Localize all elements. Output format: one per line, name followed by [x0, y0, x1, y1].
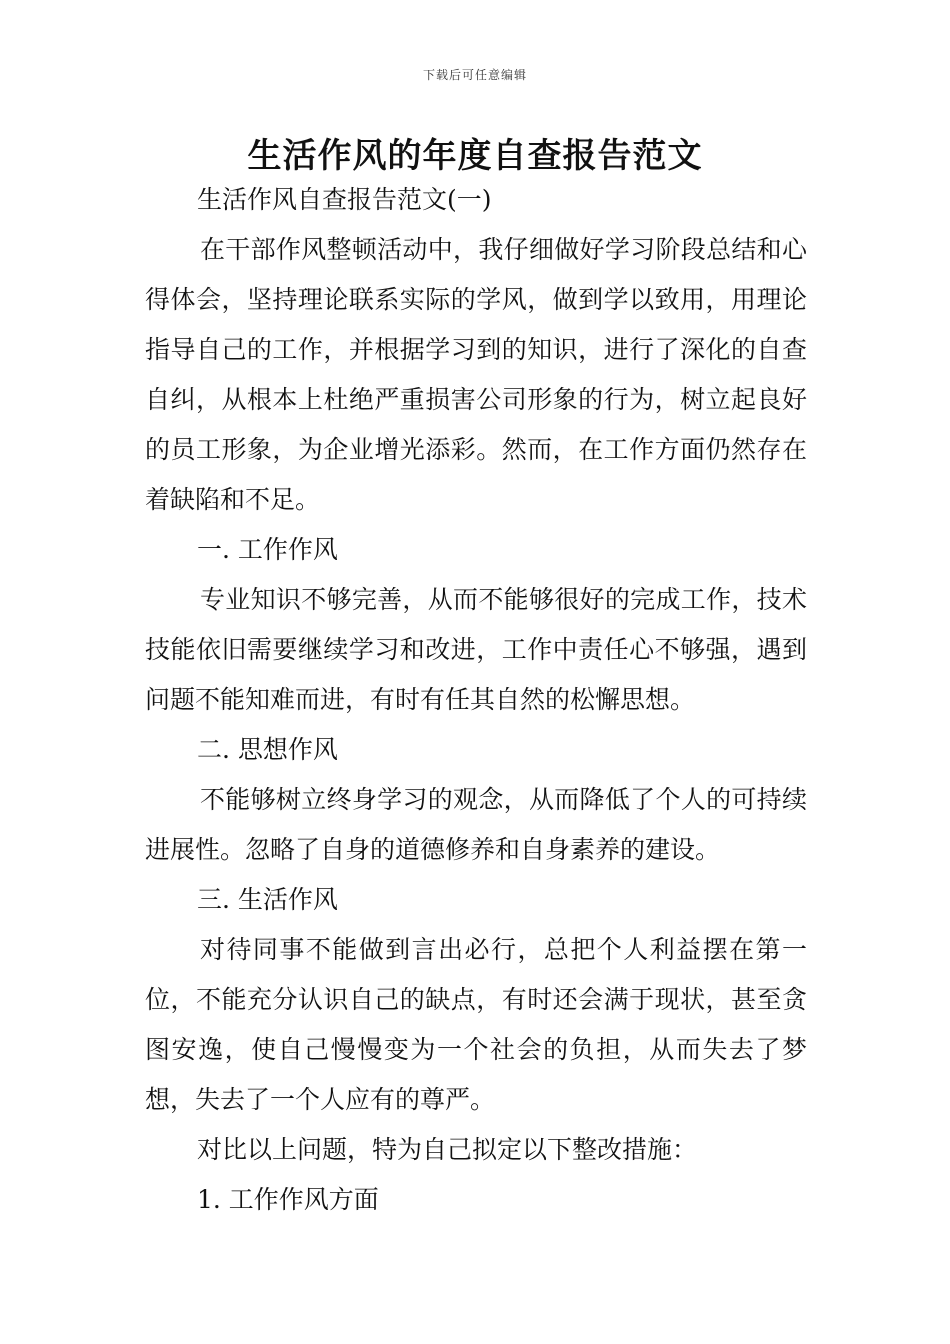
intro-paragraph: 在干部作风整顿活动中，我仔细做好学习阶段总结和心得体会，坚持理论联系实际的学风，做到学以致用，用理论指导自己的工作，并根据学习到的知识，进行了深化的自查自纠，从根本上杜绝严重损害公司形象的行为，树立起良好的员工形象，为企业增光添彩。然而，在工作方面仍然存在着缺陷和不足。: [145, 235, 807, 514]
document-body: [145, 175, 807, 1225]
measures-intro-paragraph: 对比以上问题，特为自己拟定以下整改措施：: [197, 1135, 698, 1164]
section-heading-life-style: 三. 生活作风: [197, 885, 338, 914]
section-paragraph-thinking-style: 不能够树立终身学习的观念，从而降低了个人的可持续进展性。忽略了自身的道德修养和自身素养的建设。: [145, 785, 807, 864]
section-heading-work-style: 一. 工作作风: [197, 535, 338, 564]
section-paragraph-work-style: 专业知识不够完善，从而不能够很好的完成工作，技术技能依旧需要继续学习和改进，工作中责任心不够强，遇到问题不能知难而进，有时有任其自然的松懈思想。: [145, 585, 807, 714]
measure-heading-work-style: 1. 工作作风方面: [197, 1185, 379, 1214]
section-paragraph-life-style: 对待同事不能做到言出必行，总把个人利益摆在第一位，不能充分认识自己的缺点，有时还会满于现状，甚至贪图安逸，使自己慢慢变为一个社会的负担，从而失去了梦想，失去了一个人应有的尊严。: [145, 935, 807, 1114]
page-header-note: 下载后可任意编辑: [422, 68, 527, 82]
document-subtitle: 生活作风自查报告范文(一): [197, 185, 492, 214]
section-heading-thinking-style: 二. 思想作风: [197, 735, 338, 764]
document-title: 生活作风的年度自查报告范文: [247, 136, 703, 176]
